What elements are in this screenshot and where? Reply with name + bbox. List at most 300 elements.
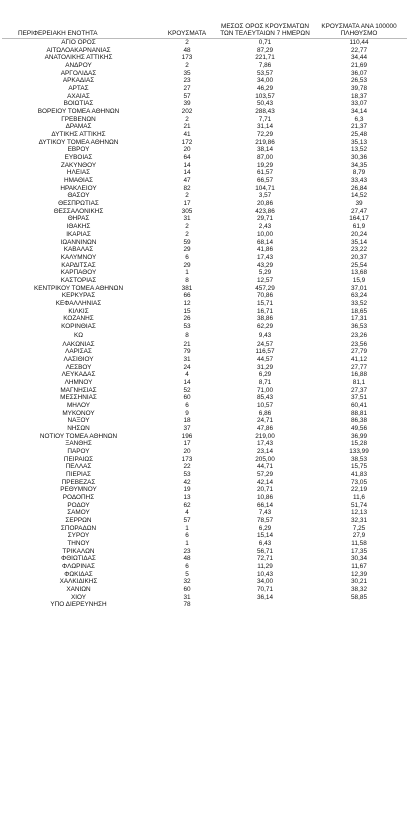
cell-cases-per-100k: 33,43 (351, 177, 367, 185)
cell-regional-unit: ΑΝΔΡΟΥ (65, 62, 92, 70)
cell-cases-per-100k: 27,37 (351, 386, 367, 394)
header-cases: ΚΡΟΥΣΜΑΤΑ (167, 30, 207, 38)
cell-seven-day-average: 19,29 (257, 161, 273, 169)
table-row (2, 269, 407, 277)
table-row (2, 448, 407, 456)
cell-cases: 23 (183, 547, 191, 555)
table-row (2, 169, 407, 177)
cell-cases-per-100k: 14,52 (351, 192, 367, 200)
cell-regional-unit: ΣΥΡΟΥ (67, 532, 90, 540)
cell-cases: 4 (185, 509, 189, 517)
cell-regional-unit: ΛΕΥΚΑΔΑΣ (61, 371, 96, 379)
table-row (2, 433, 407, 441)
table-row (2, 108, 407, 116)
cell-cases: 13 (183, 494, 191, 501)
cell-cases-per-100k: 36,07 (351, 69, 367, 77)
cell-seven-day-average: 8,71 (258, 378, 272, 386)
cell-cases-per-100k: 58,85 (351, 593, 367, 601)
cell-cases-per-100k: 7,25 (352, 524, 366, 532)
header-seven-day-average: ΜΕΣΟΣ ΟΡΟΣ ΚΡΟΥΣΜΑΤΩΝ ΤΩΝ ΤΕΛΕΥΤΑΙΩΝ 7 ΗΜΕΡΩΝ (220, 22, 310, 38)
cell-cases-per-100k: 27,77 (351, 363, 367, 371)
cell-regional-unit: ΝΟΤΙΟΥ ΤΟΜΕΑ ΑΘΗΝΩΝ (39, 432, 118, 440)
cell-regional-unit: ΤΡΙΚΑΛΩΝ (62, 547, 95, 555)
cell-cases-per-100k: 35,14 (351, 238, 367, 246)
cell-cases: 62 (183, 501, 191, 509)
cell-regional-unit: ΓΡΕΒΕΝΩΝ (61, 115, 96, 123)
cell-regional-unit: ΣΕΡΡΩΝ (65, 517, 92, 525)
cell-cases-per-100k: 30,36 (351, 154, 367, 162)
cases-table-container (2, 2, 407, 609)
table-row (2, 85, 407, 93)
cell-regional-unit: ΙΘΑΚΗΣ (66, 223, 91, 231)
cell-cases-per-100k: 110,44 (349, 39, 369, 47)
cell-seven-day-average: 57,29 (257, 470, 273, 478)
cell-regional-unit: ΘΑΣΟΥ (67, 192, 90, 200)
table-row (2, 116, 407, 124)
table-row (2, 548, 407, 556)
table-row (2, 486, 407, 494)
cell-regional-unit: ΦΘΙΩΤΙΔΑΣ (61, 555, 96, 563)
cell-cases-per-100k: 27,79 (351, 348, 367, 356)
cell-seven-day-average: 288,43 (255, 108, 275, 116)
cell-cases-per-100k: 36,53 (351, 322, 367, 330)
cell-cases-per-100k: 20,24 (351, 230, 367, 238)
cell-cases: 173 (181, 54, 193, 62)
table-row (2, 578, 407, 586)
cell-cases: 35 (183, 69, 191, 77)
cell-cases: 2 (185, 62, 189, 70)
cell-seven-day-average: 116,57 (255, 348, 275, 356)
table-header-row (2, 2, 407, 39)
cell-regional-unit: ΠΡΕΒΕΖΑΣ (61, 478, 96, 486)
cell-regional-unit: ΑΙΤΩΛΟΑΚΑΡΝΑΝΙΑΣ (46, 46, 111, 54)
cell-cases-per-100k: 38,32 (351, 586, 367, 594)
table-row (2, 331, 407, 341)
cell-seven-day-average: 6,43 (258, 540, 272, 548)
cell-cases: 17 (183, 440, 191, 448)
table-row (2, 246, 407, 254)
cell-regional-unit: ΔΥΤΙΚΟΥ ΤΟΜΕΑ ΑΘΗΝΩΝ (38, 138, 119, 146)
cell-cases-per-100k: 23,56 (351, 340, 367, 348)
cell-cases: 48 (183, 555, 191, 563)
cell-cases: 4 (185, 371, 189, 379)
cell-seven-day-average: 78,57 (257, 517, 273, 525)
cell-regional-unit: ΣΑΜΟΥ (67, 509, 90, 517)
cell-seven-day-average: 205,00 (255, 455, 275, 463)
cell-regional-unit: ΚΑΒΑΛΑΣ (63, 246, 94, 254)
table-row (2, 563, 407, 571)
cell-cases: 59 (183, 238, 191, 246)
table-row (2, 292, 407, 300)
cell-cases: 1 (185, 540, 189, 548)
cell-regional-unit: ΗΛΕΙΑΣ (66, 169, 91, 177)
cell-cases-per-100k: 17,35 (351, 547, 367, 555)
cell-regional-unit: ΜΕΣΣΗΝΙΑΣ (60, 394, 97, 402)
cell-seven-day-average: 23,14 (257, 447, 273, 455)
cell-seven-day-average: 62,29 (257, 322, 273, 330)
cell-regional-unit: ΠΕΛΛΑΣ (65, 463, 92, 471)
cell-seven-day-average: 423,86 (255, 207, 275, 215)
cell-cases: 6 (185, 563, 189, 571)
table-row (2, 479, 407, 487)
cell-regional-unit: ΤΗΝΟΥ (67, 540, 90, 548)
table-row (2, 402, 407, 410)
table-row (2, 177, 407, 185)
cell-seven-day-average: 56,71 (257, 547, 273, 555)
table-row (2, 494, 407, 502)
cell-cases-per-100k: 22,77 (351, 46, 367, 54)
table-row (2, 410, 407, 418)
cell-seven-day-average: 7,86 (258, 62, 272, 70)
cell-cases-per-100k: 39,78 (351, 85, 367, 93)
cell-seven-day-average: 70,71 (257, 586, 273, 594)
cell-cases: 42 (183, 478, 191, 486)
cell-cases: 2 (185, 230, 189, 238)
cell-seven-day-average: 29,71 (257, 215, 273, 223)
cell-cases: 52 (183, 386, 191, 394)
cell-cases: 6 (185, 401, 189, 409)
cell-cases: 17 (183, 200, 191, 208)
table-row (2, 238, 407, 246)
cell-cases: 24 (183, 363, 191, 371)
table-row (2, 323, 407, 331)
cell-cases: 23 (183, 77, 191, 85)
cell-regional-unit: ΒΟΙΩΤΙΑΣ (63, 100, 94, 108)
cell-regional-unit: ΦΩΚΙΔΑΣ (64, 570, 93, 578)
cell-regional-unit: ΚΑΡΠΑΘΟΥ (60, 269, 97, 277)
table-row (2, 571, 407, 579)
table-row (2, 594, 407, 602)
table-row (2, 200, 407, 208)
cell-seven-day-average: 72,29 (257, 131, 273, 139)
table-row (2, 131, 407, 139)
cell-cases-per-100k: 21,69 (351, 62, 367, 70)
cell-cases: 15 (183, 307, 191, 315)
cell-seven-day-average: 41,86 (257, 246, 273, 254)
cell-seven-day-average: 61,57 (257, 169, 273, 177)
cell-seven-day-average: 6,29 (258, 524, 272, 532)
cell-cases: 6 (185, 253, 189, 261)
cell-seven-day-average: 34,00 (257, 77, 273, 85)
cell-seven-day-average: 457,29 (255, 284, 275, 292)
cell-regional-unit: ΧΑΝΙΩΝ (66, 586, 91, 594)
cell-seven-day-average: 17,43 (257, 440, 273, 448)
cell-cases-per-100k: 15,28 (351, 440, 367, 448)
cell-regional-unit: ΜΑΓΝΗΣΙΑΣ (60, 386, 97, 394)
cell-seven-day-average: 70,86 (257, 292, 273, 300)
cell-regional-unit: ΚΑΣΤΟΡΙΑΣ (60, 276, 97, 284)
table-row (2, 93, 407, 101)
cell-cases-per-100k: 23,26 (351, 331, 367, 339)
cell-seven-day-average: 31,14 (257, 123, 273, 131)
cell-cases: 79 (183, 348, 191, 356)
cell-cases: 1 (185, 524, 189, 532)
cell-cases: 48 (183, 46, 191, 54)
cell-cases: 8 (185, 276, 189, 284)
table-row (2, 348, 407, 356)
cell-cases: 57 (183, 92, 191, 100)
cell-cases-per-100k: 34,14 (351, 108, 367, 116)
table-row (2, 261, 407, 269)
cell-cases: 53 (183, 322, 191, 330)
cell-cases-per-100k: 26,53 (351, 77, 367, 85)
cell-seven-day-average: 15,71 (257, 299, 273, 307)
cell-seven-day-average: 10,86 (257, 494, 273, 501)
cell-cases: 14 (183, 378, 191, 386)
cell-regional-unit: ΡΟΔΟΠΗΣ (62, 494, 95, 501)
cell-seven-day-average: 103,57 (255, 92, 275, 100)
cell-cases: 14 (183, 161, 191, 169)
cell-cases-per-100k: 11,67 (351, 563, 367, 571)
cell-regional-unit: ΛΕΣΒΟΥ (65, 363, 92, 371)
cell-regional-unit: ΡΕΘΥΜΝΟΥ (60, 486, 97, 494)
cell-cases: 60 (183, 586, 191, 594)
table-row (2, 440, 407, 448)
cell-regional-unit: ΛΗΜΝΟΥ (64, 378, 93, 386)
cell-regional-unit: ΥΠΟ ΔΙΕΡΕΥΝΗΣΗ (50, 601, 107, 609)
cell-cases: 64 (183, 154, 191, 162)
cell-seven-day-average: 12,57 (257, 276, 273, 284)
cell-seven-day-average: 104,71 (255, 184, 275, 192)
table-row (2, 308, 407, 316)
cell-cases: 381 (181, 284, 193, 292)
cell-cases-per-100k: 18,65 (351, 307, 367, 315)
cell-cases-per-100k: 88,81 (351, 409, 367, 417)
cell-cases: 66 (183, 292, 191, 300)
cell-seven-day-average: 0,71 (258, 39, 272, 47)
cell-regional-unit: ΛΑΡΙΣΑΣ (65, 348, 92, 356)
cell-seven-day-average: 85,43 (257, 394, 273, 402)
cell-seven-day-average: 221,71 (255, 54, 275, 62)
cell-seven-day-average: 44,57 (257, 355, 273, 363)
cell-cases-per-100k: 34,44 (351, 54, 367, 62)
cell-regional-unit: ΚΟΖΑΝΗΣ (63, 315, 94, 323)
cell-cases-per-100k: 133,99 (349, 447, 369, 455)
cell-seven-day-average: 38,14 (257, 146, 273, 154)
cell-seven-day-average: 20,86 (257, 200, 273, 208)
table-row (2, 364, 407, 372)
cell-cases-per-100k: 18,37 (351, 92, 367, 100)
table-row (2, 146, 407, 154)
cell-cases-per-100k: 17,31 (351, 315, 367, 323)
table-row (2, 47, 407, 55)
cell-regional-unit: ΣΠΟΡΑΔΩΝ (60, 524, 97, 532)
table-row (2, 502, 407, 510)
table-row (2, 39, 407, 47)
cell-seven-day-average: 219,00 (255, 432, 275, 440)
cell-seven-day-average: 5,29 (258, 269, 272, 277)
cell-regional-unit: ΗΜΑΘΙΑΣ (63, 177, 94, 185)
cell-cases-per-100k: 86,38 (351, 417, 367, 425)
cell-seven-day-average: 219,86 (255, 138, 275, 146)
cell-seven-day-average: 42,14 (257, 478, 273, 486)
cell-seven-day-average: 10,57 (257, 401, 273, 409)
cell-cases: 27 (183, 85, 191, 93)
table-row (2, 379, 407, 387)
cell-seven-day-average: 10,43 (257, 570, 273, 578)
cell-cases: 57 (183, 517, 191, 525)
cell-cases-per-100k: 13,52 (351, 146, 367, 154)
table-row (2, 371, 407, 379)
cell-cases: 20 (183, 447, 191, 455)
table-row (2, 394, 407, 402)
cell-cases: 22 (183, 463, 191, 471)
table-row (2, 509, 407, 517)
table-row (2, 586, 407, 594)
cell-cases: 173 (181, 455, 193, 463)
header-regional-unit: ΠΕΡΙΦΕΡΕΙΑΚΗ ΕΝΟΤΗΤΑ (18, 30, 98, 38)
cell-cases-per-100k: 30,34 (351, 555, 367, 563)
cell-cases: 31 (183, 215, 191, 223)
cell-cases: 41 (183, 131, 191, 139)
table-row (2, 231, 407, 239)
cell-regional-unit: ΝΗΣΩΝ (67, 424, 90, 432)
table-row (2, 417, 407, 425)
table-row (2, 315, 407, 323)
table-row (2, 62, 407, 70)
table-row (2, 525, 407, 533)
cell-seven-day-average: 15,14 (257, 532, 273, 540)
table-row (2, 70, 407, 78)
cell-seven-day-average: 68,14 (257, 238, 273, 246)
cell-seven-day-average: 66,14 (257, 501, 273, 509)
table-row (2, 162, 407, 170)
table-row (2, 277, 407, 285)
cell-cases-per-100k: 61,9 (352, 223, 366, 231)
cell-seven-day-average: 24,71 (257, 417, 273, 425)
cell-cases-per-100k: 51,74 (351, 501, 367, 509)
cell-regional-unit: ΙΚΑΡΙΑΣ (66, 230, 91, 238)
cell-regional-unit: ΑΡΤΑΣ (68, 85, 89, 93)
cell-cases: 9 (185, 409, 189, 417)
table-row (2, 100, 407, 108)
cell-seven-day-average: 16,71 (257, 307, 273, 315)
cell-cases-per-100k: 6,3 (354, 115, 364, 123)
cell-cases: 2 (185, 39, 189, 47)
cell-cases: 37 (183, 424, 191, 432)
cell-cases: 47 (183, 177, 191, 185)
table-row (2, 154, 407, 162)
cell-seven-day-average: 71,00 (257, 386, 273, 394)
cell-cases-per-100k: 11,6 (353, 494, 365, 501)
table-row (2, 285, 407, 293)
cell-cases-per-100k: 16,88 (351, 371, 367, 379)
cell-cases: 29 (183, 246, 191, 254)
cell-cases-per-100k: 33,07 (351, 100, 367, 108)
cell-regional-unit: ΧΑΛΚΙΔΙΚΗΣ (59, 578, 98, 586)
cell-cases-per-100k: 15,9 (352, 276, 366, 284)
cell-regional-unit: ΞΑΝΘΗΣ (65, 440, 92, 448)
cell-cases-per-100k: 73,05 (351, 478, 367, 486)
cell-cases-per-100k: 37,51 (351, 394, 367, 402)
cell-seven-day-average: 9,43 (258, 331, 272, 339)
cell-cases-per-100k: 20,37 (351, 253, 367, 261)
cell-cases-per-100k: 38,53 (351, 455, 367, 463)
cell-cases: 305 (181, 207, 193, 215)
cell-regional-unit: ΕΒΡΟΥ (67, 146, 90, 154)
cell-cases-per-100k: 34,35 (351, 161, 367, 169)
cell-cases-per-100k: 26,84 (351, 184, 367, 192)
cell-cases: 32 (183, 578, 191, 586)
cell-seven-day-average: 44,71 (257, 463, 273, 471)
table-row (2, 532, 407, 540)
cell-cases-per-100k: 25,48 (351, 131, 367, 139)
cell-regional-unit: ΚΑΛΥΜΝΟΥ (60, 253, 97, 261)
table-row (2, 456, 407, 464)
cell-seven-day-average: 7,71 (258, 115, 272, 123)
cell-cases-per-100k: 15,75 (351, 463, 367, 471)
header-cases-per-100k: ΚΡΟΥΣΜΑΤΑ ΑΝΑ 100000 ΠΛΗΘΥΣΜΟ (321, 22, 397, 38)
cases-table (2, 2, 407, 609)
cell-seven-day-average: 50,43 (257, 100, 273, 108)
cell-cases: 21 (183, 123, 191, 131)
cell-seven-day-average: 47,86 (257, 424, 273, 432)
cell-regional-unit: ΡΟΔΟΥ (67, 501, 90, 509)
cell-regional-unit: ΔΡΑΜΑΣ (65, 123, 92, 131)
cell-seven-day-average: 36,14 (257, 593, 273, 601)
table-row (2, 139, 407, 147)
cell-seven-day-average: 53,57 (257, 69, 273, 77)
cell-cases-per-100k: 63,24 (351, 292, 367, 300)
cell-regional-unit: ΘΕΣΣΑΛΟΝΙΚΗΣ (53, 207, 104, 215)
cell-seven-day-average: 6,29 (258, 371, 272, 379)
cell-regional-unit: ΚΑΡΔΙΤΣΑΣ (61, 261, 96, 269)
cell-seven-day-average (219, 601, 311, 609)
table-row (2, 300, 407, 308)
table-row (2, 254, 407, 262)
cell-cases: 196 (181, 432, 193, 440)
table-row (2, 123, 407, 131)
table-row (2, 215, 407, 223)
cell-regional-unit: ΛΑΣΙΘΙΟΥ (63, 355, 94, 363)
cell-seven-day-average: 87,00 (257, 154, 273, 162)
cell-cases-per-100k: 21,37 (351, 123, 367, 131)
cell-cases-per-100k: 30,21 (351, 578, 367, 586)
cell-cases-per-100k: 27,9 (352, 532, 366, 540)
cell-cases: 202 (181, 108, 193, 116)
cell-cases-per-100k: 39 (355, 200, 363, 208)
cell-regional-unit: ΘΕΣΠΡΩΤΙΑΣ (58, 200, 99, 208)
cell-regional-unit: ΚΕΝΤΡΙΚΟΥ ΤΟΜΕΑ ΑΘΗΝΩΝ (33, 284, 124, 292)
cell-cases: 14 (183, 169, 191, 177)
cell-cases: 31 (183, 355, 191, 363)
cell-seven-day-average: 24,57 (257, 340, 273, 348)
cell-cases: 31 (183, 593, 191, 601)
cell-cases-per-100k: 41,83 (351, 470, 367, 478)
cell-regional-unit: ΠΑΡΟΥ (67, 447, 90, 455)
cell-cases-per-100k: 22,19 (351, 486, 367, 494)
cell-cases: 12 (183, 299, 191, 307)
cell-regional-unit: ΚΕΡΚΥΡΑΣ (61, 292, 96, 300)
cell-cases-per-100k: 33,52 (351, 299, 367, 307)
cell-seven-day-average: 34,00 (257, 578, 273, 586)
cell-cases-per-100k (311, 601, 407, 609)
cell-cases-per-100k: 23,22 (351, 246, 367, 254)
cell-cases: 26 (183, 315, 191, 323)
cell-regional-unit: ΘΗΡΑΣ (67, 215, 90, 223)
cell-cases-per-100k: 32,31 (351, 517, 367, 525)
cell-regional-unit: ΛΑΚΩΝΙΑΣ (62, 340, 95, 348)
cell-seven-day-average: 43,29 (257, 261, 273, 269)
cell-cases-per-100k: 11,58 (351, 540, 367, 548)
cell-regional-unit: ΑΧΑΪΑΣ (67, 92, 90, 100)
cell-cases: 53 (183, 470, 191, 478)
cell-cases-per-100k: 49,56 (351, 424, 367, 432)
table-body (2, 39, 407, 609)
table-row (2, 555, 407, 563)
cell-cases-per-100k: 37,01 (351, 284, 367, 292)
cell-cases: 6 (185, 532, 189, 540)
